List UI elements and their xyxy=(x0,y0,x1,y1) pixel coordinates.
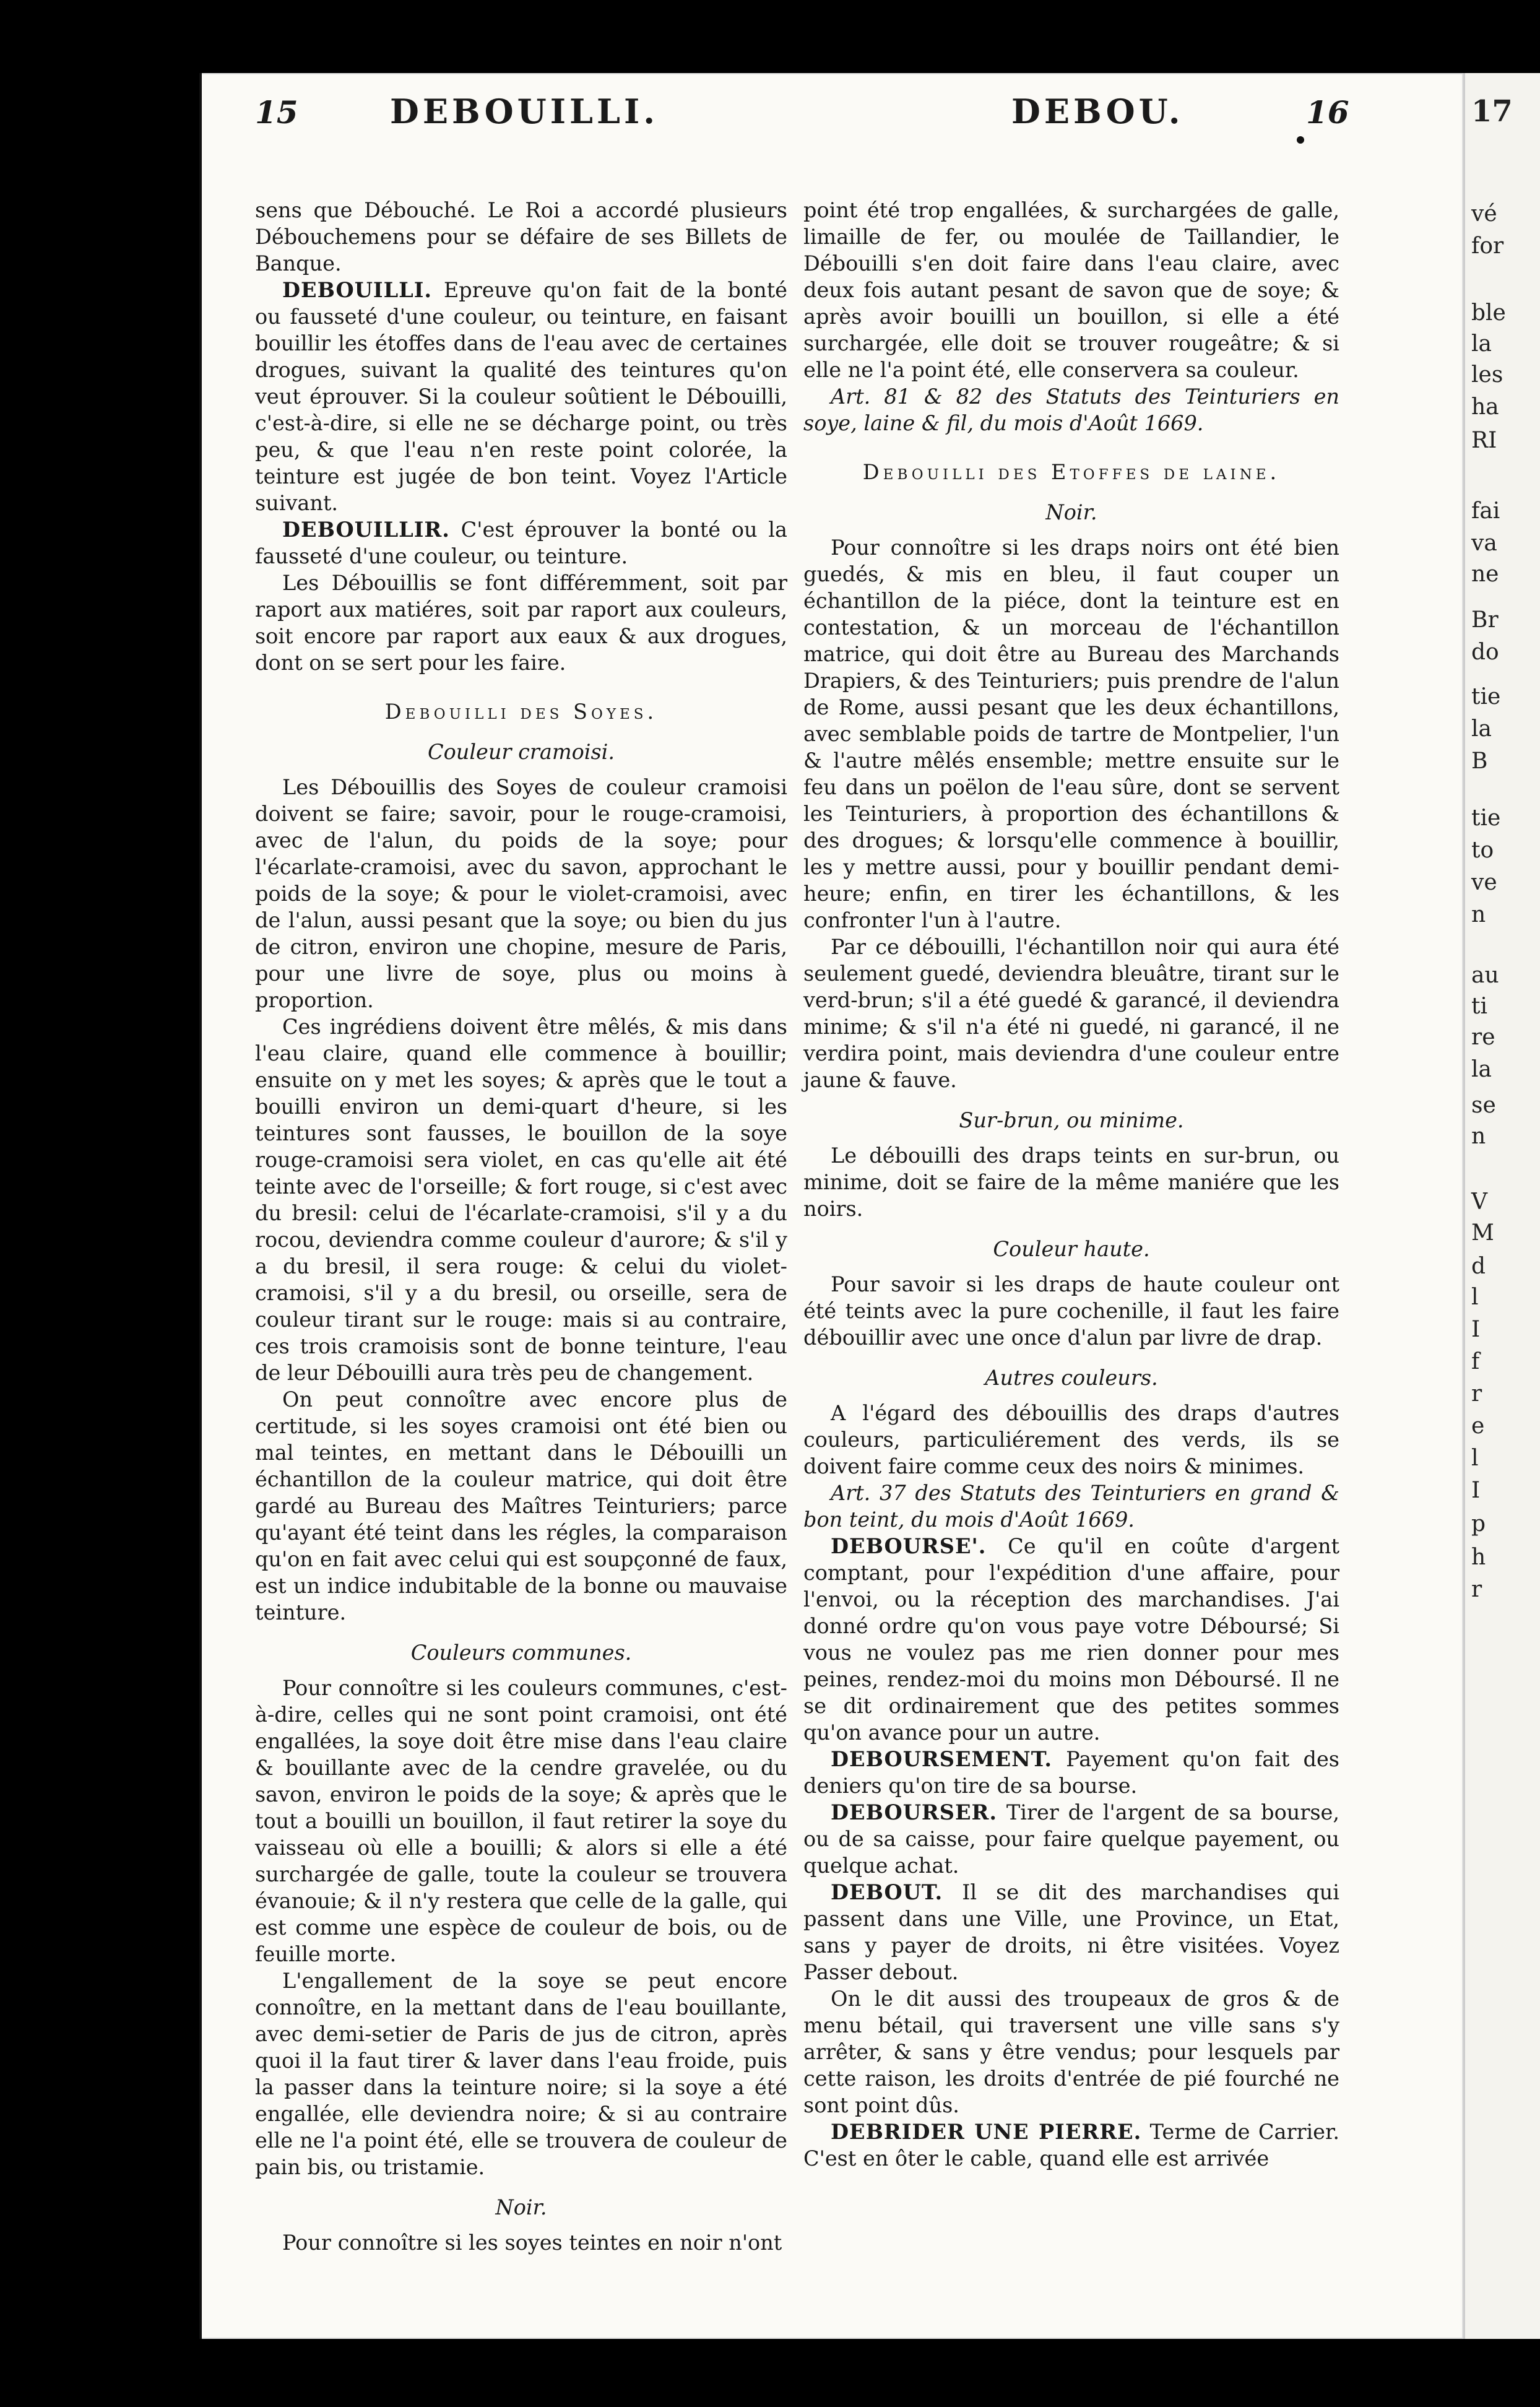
facing-page-text-fragment: ha xyxy=(1471,394,1499,420)
dictionary-entry xyxy=(803,1879,1339,1985)
facing-page-text-fragment: d xyxy=(1471,1254,1486,1279)
facing-page-text-fragment: au xyxy=(1471,963,1499,988)
paragraph: Pour connoître si les draps noirs ont été bien guedés, & mis en bleu, il faut couper un échantillon de la piéce, dont la teinture est en contestation, & un morceau de l'échantillon matrice, qui doit être au Bureau des Marchands Drapiers, & des Teinturiers; puis prendre de l'alun de Rome, aussi pesant que les deux échantillons, avec semblable poids de tartre de Montpelier, l'un & l'autre mêlés ensemble; mettre ensuite sur le feu dans un poëlon de l'eau sûre, dont se servent les Teinturiers, à proportion des échantillons & des drogues; & lorsqu'elle commence à bouillir, les y mettre aussi, pour y bouillir pendant demi-heure; enfin, en tirer les échantillons, & les confronter l'un à l'autre. xyxy=(803,536,1339,932)
next-page-number: 17 xyxy=(1471,94,1513,129)
entry-text: Il se dit des marchandises qui passent dans une Ville, une Province, un Etat, sans y payer de droits, ni être visitées. Voyez Passer debout. xyxy=(803,1880,1339,1984)
facing-page-text-fragment: n xyxy=(1471,1124,1486,1149)
facing-page-text-fragment: la xyxy=(1471,716,1492,742)
entry-text: Ce qu'il en coûte d'argent comptant, pour l'expédition d'une affaire, pour l'envoi, ou la réception des marchandises. J'ai donné ordre qu'on vous paye votre Déboursé; Si vous ne voulez pas me rien donner pour mes peines, rendez-moi du moins mon Déboursé. Il ne se dit ordinairement que des petites sommes qu'on avance pour un autre. xyxy=(803,1534,1339,1745)
entry-text: Epreuve qu'on fait de la bonté ou fausseté d'une couleur, ou teinture, en faisant bouillir les étoffes dans de l'eau avec de certaines drogues, suivant la qualité des teintures qu'on veut éprouver. Si la couleur soûtient le Débouilli, c'est-à-dire, si elle ne se décharge point, ou très peu, & que l'eau n'en reste point colorée, la teinture est jugée de bon teint. Voyez l'Article suivant. xyxy=(255,278,787,515)
paragraph: Ces ingrédiens doivent être mêlés, & mis dans l'eau claire, quand elle commence à bouillir; ensuite on y met les soyes; & après que le tout a bouilli environ un demi-quart d'heure, si les teintures sont fausses, le bouillon de la soye rouge-cramoisi sera violet, en cas qu'elle ait été teinte avec de l'orseille; & fort rouge, si c'est avec du bresil: celui de l'écarlate-cramoisi, s'il y a du rocou, deviendra comme couleur d'aurore; & s'il y a du bresil, il sera rouge: & celui du violet-cramoisi, s'il y a du bresil, ou orseille, sera de couleur tirant sur le rouge: mais si au contraire, ces trois cramoisis sont de bonne teinture, l'eau de leur Débouilli aura très peu de changement. xyxy=(255,1015,787,1385)
subsection-heading: Couleur cramoisi. xyxy=(427,740,615,764)
dictionary-entry xyxy=(803,1799,1339,1879)
section-heading: Debouilli des Soyes. xyxy=(384,700,658,724)
facing-page-text-fragment: I xyxy=(1471,1478,1481,1503)
facing-page-text-fragment: ti xyxy=(1471,994,1487,1019)
entry-headword: DEBOUT. xyxy=(831,1880,943,1904)
facing-page-text-fragment: do xyxy=(1471,640,1499,665)
entry-text: C'est éprouver la bonté ou la fausseté d'une couleur, ou teinture. xyxy=(255,518,787,568)
entry-headword: DEBOURSER. xyxy=(831,1800,997,1824)
left-running-header: DEBOUILLI. xyxy=(390,92,659,131)
entry-text: Tirer de l'argent de sa bourse, ou de sa caisse, pour faire quelque payement, ou quelque achat. xyxy=(803,1800,1339,1878)
right-column xyxy=(803,197,1339,2172)
facing-page-text-fragment: h xyxy=(1471,1545,1486,1570)
facing-page-text-fragment: tie xyxy=(1471,805,1501,831)
facing-page-text-fragment: r xyxy=(1471,1381,1482,1407)
facing-page-text-fragment: V xyxy=(1471,1189,1487,1215)
facing-page-text-fragment: n xyxy=(1471,902,1486,927)
dictionary-entry xyxy=(803,2119,1339,2172)
facing-page-text-fragment: l xyxy=(1471,1285,1479,1310)
facing-page-text-fragment: B xyxy=(1471,748,1488,774)
entry-headword: DEBOURSE'. xyxy=(831,1534,987,1558)
facing-page-text-fragment: ne xyxy=(1471,562,1499,587)
left-page-number: 15 xyxy=(255,94,298,131)
facing-page-text-fragment: fai xyxy=(1471,498,1500,524)
subsection-heading: Autres couleurs. xyxy=(985,1366,1158,1390)
facing-page-text-fragment: for xyxy=(1471,233,1504,259)
dictionary-entry xyxy=(803,1533,1339,1746)
paragraph: L'engallement de la soye se peut encore connoître, en la mettant dans de l'eau bouillante, avec demi-setier de Paris de jus de citron, après quoi il la faut tirer & laver dans l'eau froide, puis la passer dans la teinture noire; si la soye a été engallée, elle deviendra noire; & si au contraire elle ne l'a point été, elle se trouvera de couleur de pain bis, ou tristamie. xyxy=(255,1969,787,2179)
paragraph: sens que Débouché. Le Roi a accordé plusieurs Débouchemens pour se défaire de ses Billets de Banque. xyxy=(255,198,787,275)
facing-page-text-fragment: I xyxy=(1471,1317,1481,1342)
facing-page-text-fragment: l xyxy=(1471,1446,1479,1471)
facing-page-text-fragment: la xyxy=(1471,1057,1492,1082)
subsection-heading: Couleurs communes. xyxy=(410,1641,632,1665)
facing-page-text-fragment: to xyxy=(1471,838,1494,863)
facing-page-text-fragment: f xyxy=(1471,1349,1480,1374)
entry-headword: DEBOURSEMENT. xyxy=(831,1747,1052,1771)
subsection-heading: Couleur haute. xyxy=(993,1237,1150,1261)
entry-text: Payement qu'on fait des deniers qu'on tire de sa bourse. xyxy=(803,1747,1339,1798)
entry-headword: DEBRIDER UNE PIERRE. xyxy=(831,2120,1142,2144)
paragraph: Les Débouillis des Soyes de couleur cramoisi doivent se faire; savoir, pour le rouge-cramoisi, avec de l'alun, du poids de la soye; pour l'écarlate-cramoisi, avec du savon, approchant le poids de la soye; & pour le violet-cramoisi, avec de l'alun, aussi pesant que la soye; ou bien du jus de citron, environ une chopine, mesure de Paris, pour une livre de soye, plus ou moins à proportion. xyxy=(255,775,787,1012)
paragraph: Les Débouillis se font différemment, soit par raport aux matiéres, soit par raport aux couleurs, soit encore par raport aux eaux & aux drogues, dont on se sert pour les faire. xyxy=(255,571,787,675)
right-page-number: 16 xyxy=(1306,94,1349,131)
facing-page-text-fragment: re xyxy=(1471,1025,1495,1050)
statute-citation: Art. 37 des Statuts des Teinturiers en grand & bon teint, du mois d'Août 1669. xyxy=(803,1481,1339,1532)
paragraph: Le débouilli des draps teints en sur-brun, ou minime, doit se faire de la même maniére que les noirs. xyxy=(803,1143,1339,1221)
facing-page-text-fragment: les xyxy=(1471,362,1503,388)
paragraph: On peut connoître avec encore plus de certitude, si les soyes cramoisi ont été bien ou mal teintes, en mettant dans le Débouilli un échantillon de la couleur matrice, qui doit être gardé au Bureau des Maîtres Teinturiers; parce qu'ayant été teint dans les régles, la comparaison qu'on en fait avec celui qui est soupçonné de faux, est un indice indubitable de la bonne ou mauvaise teinture. xyxy=(255,1387,787,1624)
facing-page-text-fragment: tie xyxy=(1471,684,1501,709)
paragraph: Pour savoir si les draps de haute couleur ont été teints avec la pure cochenille, il faut les faire débouillir avec une once d'alun par livre de drap. xyxy=(803,1272,1339,1350)
facing-page-text-fragment: ve xyxy=(1471,870,1497,895)
paragraph: On le dit aussi des troupeaux de gros & de menu bétail, qui traversent une ville sans s'y arrêter, & sans y être vendus; pour lesquels par cette raison, les droits d'entrée de pié fourché ne sont point dûs. xyxy=(803,1987,1339,2117)
entry-headword: DEBOUILLI. xyxy=(282,278,433,302)
section-heading: Debouilli des Etoffes de laine. xyxy=(862,460,1281,484)
facing-page-text-fragment: vé xyxy=(1471,201,1497,227)
facing-page-text-fragment: M xyxy=(1471,1220,1494,1246)
facing-page-text-fragment: va xyxy=(1471,531,1497,556)
subsection-heading: Noir. xyxy=(495,2195,547,2219)
facing-page-text-fragment: RI xyxy=(1471,428,1497,453)
statute-citation: Art. 81 & 82 des Statuts des Teinturiers en soye, laine & fil, du mois d'Août 1669. xyxy=(803,384,1339,435)
facing-page-text-fragment: e xyxy=(1471,1413,1485,1439)
dictionary-entry xyxy=(803,1746,1339,1799)
subsection-heading: Noir. xyxy=(1045,500,1097,524)
facing-page-text-fragment: se xyxy=(1471,1093,1496,1118)
paragraph: Par ce débouilli, l'échantillon noir qui aura été seulement guedé, deviendra bleuâtre, tirant sur le verd-brun; s'il a été guedé & garancé, il deviendra minime; & s'il n'a été ni guedé, ni garancé, il ne verdira point, mais deviendra d'une couleur entre jaune & fauve. xyxy=(803,935,1339,1092)
page-left-border xyxy=(199,73,202,2339)
facing-page-text-fragment: p xyxy=(1471,1511,1486,1537)
left-column xyxy=(255,197,787,2256)
paragraph: Pour connoître si les soyes teintes en noir n'ont xyxy=(282,2231,782,2255)
entry-text: Terme de Carrier. C'est en ôter le cable, quand elle est arrivée xyxy=(803,2120,1339,2171)
facing-page-text-fragment: Br xyxy=(1471,607,1499,633)
facing-page-text-fragment: r xyxy=(1471,1577,1482,1602)
facing-page-edge xyxy=(1463,73,1540,2339)
facing-page-text-fragment: ble xyxy=(1471,300,1506,326)
paragraph: point été trop engallées, & surchargées de galle, limaille de fer, ou moulée de Taillandier, le Débouilli s'en doit faire dans l'eau claire, avec deux fois autant pesant de savon que de soye; & après avoir bouilli un bouillon, si elle a été surchargée, elle doit se trouver rougeâtre; & si elle ne l'a point été, elle conservera sa couleur. xyxy=(803,198,1339,382)
ink-dot xyxy=(1297,136,1304,144)
facing-page-text-fragment: la xyxy=(1471,331,1492,357)
paragraph: A l'égard des débouillis des draps d'autres couleurs, particuliérement des verds, ils se doivent faire comme ceux des noirs & minimes. xyxy=(803,1401,1339,1478)
subsection-heading: Sur-brun, ou minime. xyxy=(959,1108,1184,1132)
dictionary-entry xyxy=(255,277,787,516)
dictionary-entry xyxy=(255,516,787,570)
entry-headword: DEBOUILLIR. xyxy=(282,518,450,542)
paragraph: Pour connoître si les couleurs communes, c'est-à-dire, celles qui ne sont point cramoisi, ont été engallées, la soye doit être mise dans l'eau claire & bouillante avec de la cendre gravelée, ou du savon, environ le poids de la soye; & après que le tout a bouilli un bouillon, il faut retirer la soye du vaisseau où elle a bouilli; & alors si elle a été surchargée de galle, toute la couleur se trouvera évanouie; & il n'y restera que celle de la galle, qui est comme une espèce de couleur de bois, ou de feuille morte. xyxy=(255,1676,787,1966)
right-running-header: DEBOU. xyxy=(1011,92,1184,131)
